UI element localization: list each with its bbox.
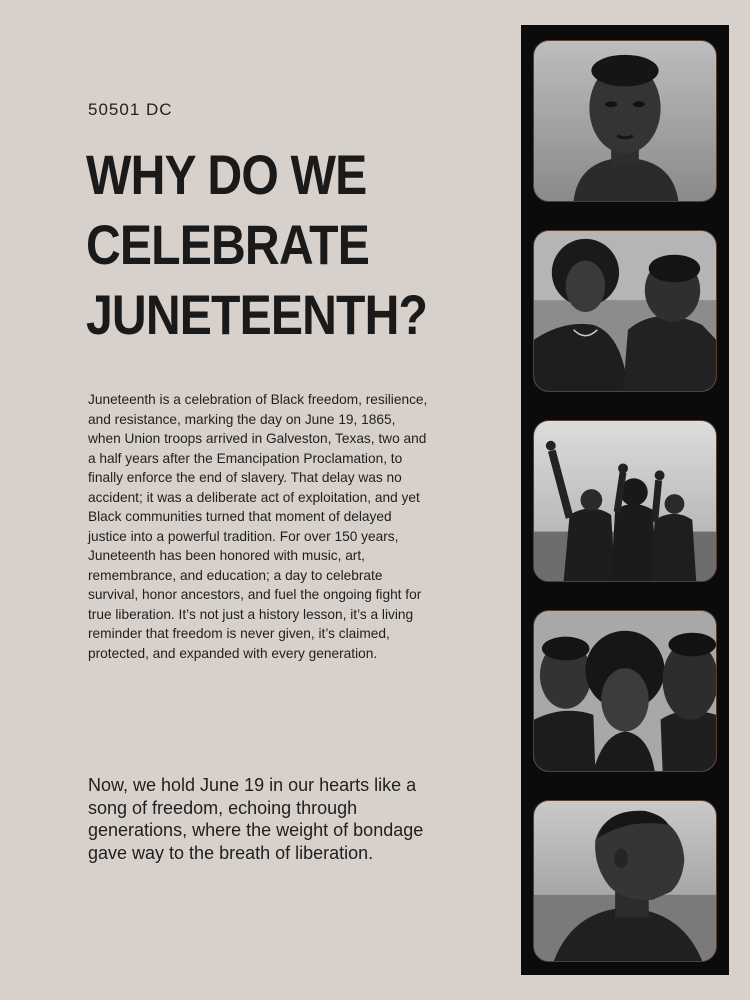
three-faces-photo [533, 610, 717, 772]
page-title [86, 140, 447, 350]
woman-and-man-photo [533, 230, 717, 392]
body-paragraph: Juneteenth is a celebration of Black freedom, resilience, and resistance, marking the day on June 19, 1865, when Union troops arrived in Galveston, Texas, two and a half years after the Emancipation Proclamation, to finally enforce the end of slavery. That delay was no accident; it was a deliberate act of exploitation, and yet Black communities turned that moment of delayed justice into a powerful tradition. For over 150 years, Juneteenth has been honored with music, art, remembrance, and education; a day to celebrate survival, honor ancestors, and fuel the ongoing fight for true liberation. It’s not just a history lesson, it’s a living reminder that freedom is never given, it’s claimed, protected, and expanded with every generation. [88, 392, 428, 661]
raised-fists-photo [533, 420, 717, 582]
title-line-3: JUNETEENTH? [86, 283, 428, 346]
closing-quote: Now, we hold June 19 in our hearts like a song of freedom, echoing through generations, where the weight of bondage gave way to the breath of liberation. [88, 775, 424, 863]
man-profile-photo [533, 800, 717, 962]
man-portrait-photo [533, 40, 717, 202]
title-line-2: CELEBRATE [86, 213, 370, 276]
title-line-1: WHY DO WE [86, 143, 367, 206]
filmstrip [521, 25, 729, 975]
org-label: 50501 DC [88, 100, 173, 119]
